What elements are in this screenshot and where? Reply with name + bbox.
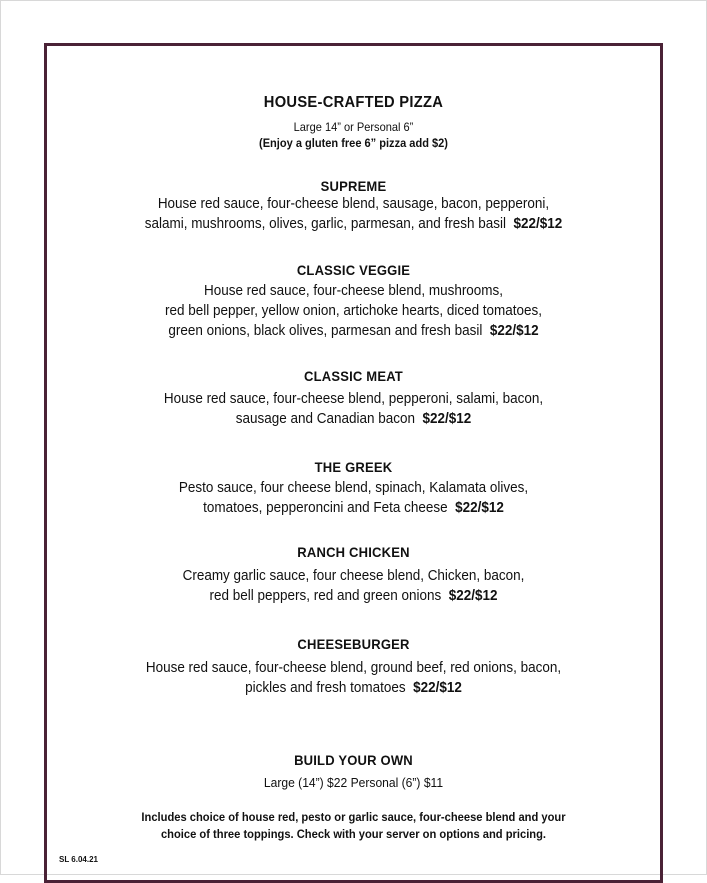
item-price: $22/$12 <box>513 216 563 232</box>
desc-line: salami, mushrooms, olives, garlic, parmesan, and fresh basil $22/$12 <box>144 216 563 232</box>
item-desc-the-greek <box>68 478 638 518</box>
desc-line: Pesto sauce, four cheese blend, spinach, Kalamata olives, <box>178 480 529 496</box>
footer-code: SL 6.04.21 <box>59 855 98 864</box>
desc-line: House red sauce, four-cheese blend, sausage, bacon, pepperoni, <box>157 196 550 212</box>
desc-line: pickles and fresh tomatoes $22/$12 <box>245 680 462 696</box>
item-name-ranch-chicken: RANCH CHICKEN <box>297 544 410 560</box>
desc-line: tomatoes, pepperoncini and Feta cheese $22/$12 <box>203 500 504 516</box>
desc-line: green onions, black olives, parmesan and fresh basil $22/$12 <box>168 323 539 339</box>
item-price: $22/$12 <box>413 680 462 696</box>
item-price: $22/$12 <box>489 323 539 339</box>
item-name-cheeseburger: CHEESEBURGER <box>297 636 410 652</box>
desc-line: sausage and Canadian bacon $22/$12 <box>235 411 472 427</box>
byo-sizes: Large (14”) $22 Personal (6”) $11 <box>263 775 444 790</box>
item-desc-ranch-chicken <box>68 566 638 606</box>
desc-line: red bell pepper, yellow onion, artichoke hearts, diced tomatoes, <box>164 303 543 319</box>
item-desc-classic-meat <box>68 389 638 429</box>
byo-note <box>68 809 638 843</box>
desc-line: House red sauce, four-cheese blend, pepperoni, salami, bacon, <box>163 391 544 407</box>
item-name-supreme: SUPREME <box>320 178 387 194</box>
item-desc-classic-veggie <box>68 281 638 341</box>
byo-title: BUILD YOUR OWN <box>294 752 413 768</box>
desc-line: House red sauce, four-cheese blend, ground beef, red onions, bacon, <box>145 660 562 676</box>
menu-frame <box>44 43 663 883</box>
byo-note-line: Includes choice of house red, pesto or garlic sauce, four-cheese blend and your <box>141 810 566 824</box>
item-desc-supreme <box>68 194 638 234</box>
item-price: $22/$12 <box>422 411 472 427</box>
item-name-the-greek: THE GREEK <box>314 459 393 475</box>
item-price: $22/$12 <box>455 500 504 516</box>
desc-line: red bell peppers, red and green onions $22/$12 <box>209 588 498 604</box>
item-name-classic-veggie: CLASSIC VEGGIE <box>296 262 411 278</box>
gluten-free-line: (Enjoy a gluten free 6” pizza add $2) <box>259 136 448 150</box>
item-price: $22/$12 <box>448 588 498 604</box>
item-desc-cheeseburger <box>68 658 638 698</box>
desc-line: Creamy garlic sauce, four cheese blend, Chicken, bacon, <box>182 568 525 584</box>
item-name-classic-meat: CLASSIC MEAT <box>304 368 403 384</box>
size-line: Large 14” or Personal 6” <box>293 120 414 134</box>
menu-title: HOUSE-CRAFTED PIZZA <box>263 94 444 111</box>
desc-line: House red sauce, four-cheese blend, mushrooms, <box>203 283 504 299</box>
byo-note-line: choice of three toppings. Check with your server on options and pricing. <box>160 827 547 841</box>
